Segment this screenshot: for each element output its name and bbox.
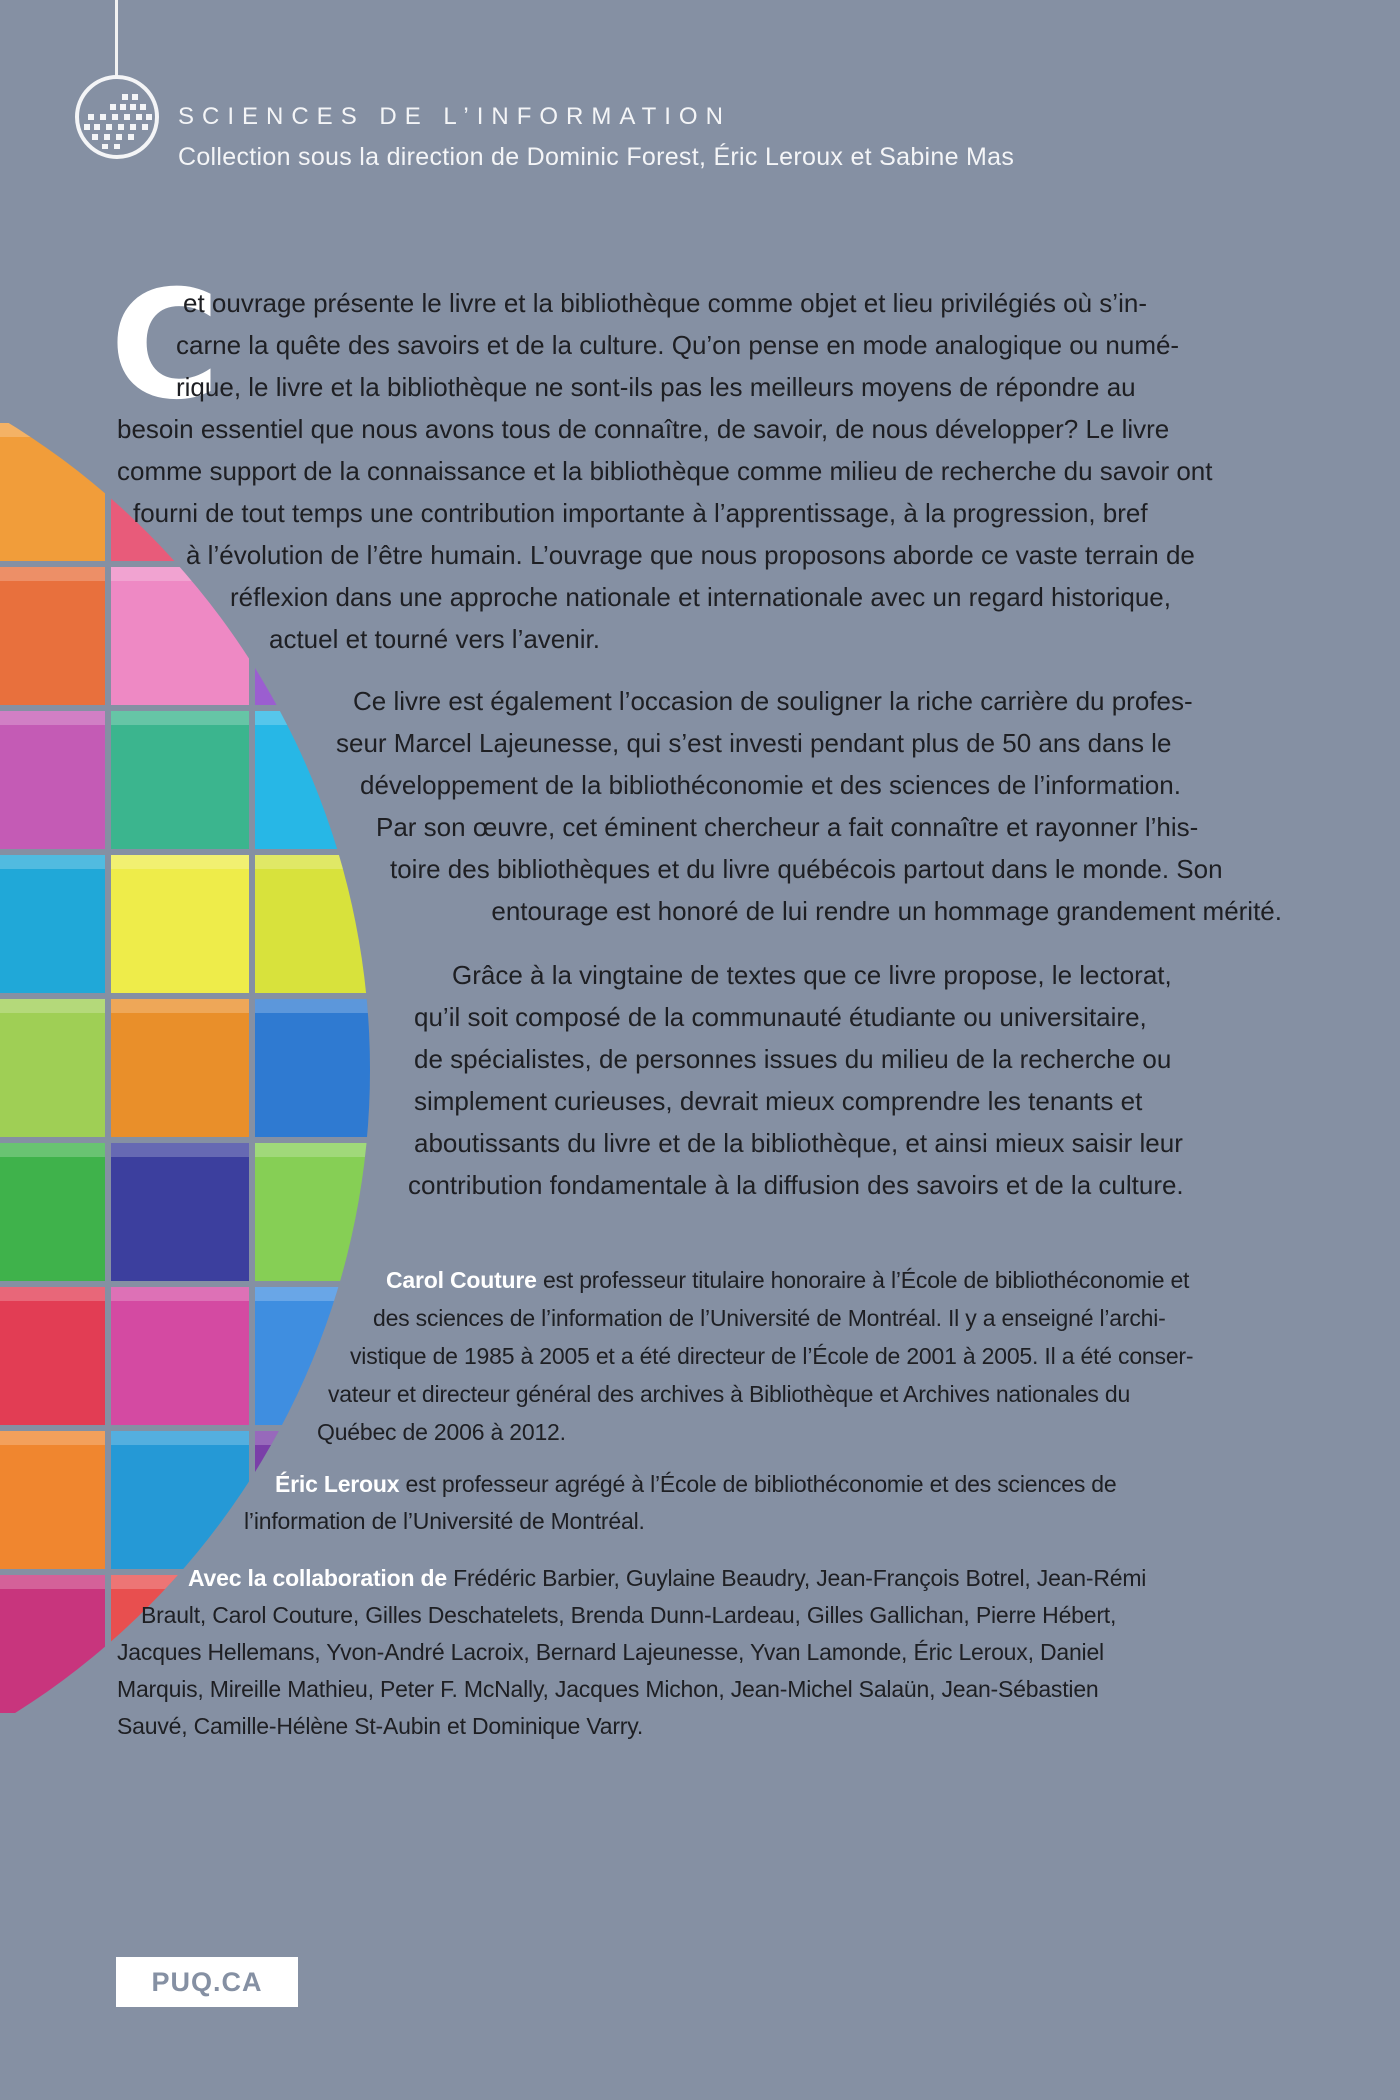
mosaic-cube bbox=[255, 1143, 393, 1281]
series-logo-icon bbox=[74, 74, 160, 160]
bio-couture-line: Carol Couture est professeur titulaire honoraire à l’École de bibliothéconomie et bbox=[386, 1267, 1190, 1293]
intro-line: comme support de la connaissance et la bibliothèque comme milieu de recherche du savoir ont bbox=[117, 456, 1213, 486]
collab-line: Avec la collaboration de Frédéric Barbier, Guylaine Beaudry, Jean-François Botrel, Jean-Rémi bbox=[188, 1565, 1147, 1591]
bio-leroux-line: Éric Leroux est professeur agrégé à l’École de bibliothéconomie et des sciences de bbox=[275, 1471, 1117, 1497]
collab-line: Marquis, Mireille Mathieu, Peter F. McNally, Jacques Michon, Jean-Michel Salaün, Jean-Sébastien bbox=[117, 1676, 1099, 1702]
author-name-leroux: Éric Leroux bbox=[275, 1471, 400, 1497]
paragraph3-line: de spécialistes, de personnes issues du milieu de la recherche ou bbox=[414, 1044, 1172, 1074]
intro-line: à l’évolution de l’être humain. L’ouvrage que nous proposons aborde ce vaste terrain de bbox=[186, 540, 1195, 570]
mosaic-cube bbox=[255, 855, 393, 993]
intro-line: rique, le livre et la bibliothèque ne sont-ils pas les meilleurs moyens de répondre au bbox=[176, 372, 1136, 402]
mosaic-cube bbox=[111, 711, 249, 849]
bio-couture-line: des sciences de l’information de l’Université de Montréal. Il y a enseigné l’archi- bbox=[373, 1305, 1166, 1331]
paragraph3-line: qu’il soit composé de la communauté étudiante ou universitaire, bbox=[414, 1002, 1147, 1032]
series-subtitle: Collection sous la direction de Dominic Forest, Éric Leroux et Sabine Mas bbox=[178, 143, 1015, 171]
paragraph3-line: Grâce à la vingtaine de textes que ce livre propose, le lectorat, bbox=[452, 960, 1172, 990]
mosaic-cube-highlight bbox=[0, 999, 105, 1013]
mosaic-cube bbox=[0, 999, 105, 1137]
paragraph2-line: Ce livre est également l’occasion de souligner la riche carrière du profes- bbox=[353, 686, 1193, 716]
collab-label: Avec la collaboration de bbox=[188, 1565, 447, 1591]
bio-couture-line: Québec de 2006 à 2012. bbox=[317, 1419, 566, 1445]
bio-couture-line: vistique de 1985 à 2005 et a été directeur de l’École de 2001 à 2005. Il a été conser- bbox=[350, 1343, 1194, 1369]
hanging-line bbox=[115, 0, 118, 76]
mosaic-cube-highlight bbox=[255, 1143, 393, 1157]
mosaic-cube-highlight bbox=[0, 1143, 105, 1157]
mosaic-cube bbox=[111, 1287, 249, 1425]
mosaic-cube bbox=[0, 855, 105, 993]
mosaic-cube-highlight bbox=[0, 1431, 105, 1445]
intro-line: actuel et tourné vers l’avenir. bbox=[269, 624, 600, 654]
mosaic-cube bbox=[111, 567, 249, 705]
mosaic-cube-highlight bbox=[0, 1575, 105, 1589]
collab-line: Jacques Hellemans, Yvon-André Lacroix, Bernard Lajeunesse, Yvan Lamonde, Éric Leroux, Daniel bbox=[117, 1639, 1104, 1665]
intro-line: réflexion dans une approche nationale et internationale avec un regard historique, bbox=[230, 582, 1171, 612]
paragraph3-line: aboutissants du livre et de la bibliothèque, et ainsi mieux saisir leur bbox=[414, 1128, 1183, 1158]
paragraph2-line: développement de la bibliothéconomie et des sciences de l’information. bbox=[360, 770, 1181, 800]
mosaic-cube-highlight bbox=[111, 711, 249, 725]
bio-leroux-line: l’information de l’Université de Montréal. bbox=[244, 1508, 645, 1534]
intro-line: fourni de tout temps une contribution importante à l’apprentissage, à la progression, bref bbox=[133, 498, 1148, 528]
mosaic-cube-highlight bbox=[0, 1287, 105, 1301]
mosaic-cube bbox=[111, 999, 249, 1137]
mosaic-cube-highlight bbox=[255, 1287, 393, 1301]
mosaic-cube bbox=[0, 423, 105, 561]
mosaic-cube bbox=[111, 855, 249, 993]
bio-couture-line: vateur et directeur général des archives à Bibliothèque et Archives nationales du bbox=[328, 1381, 1131, 1407]
publisher-link[interactable]: PUQ.CA bbox=[151, 1966, 263, 1997]
mosaic-cube bbox=[0, 1287, 105, 1425]
mosaic-cube bbox=[111, 1431, 249, 1569]
collab-line: Sauvé, Camille-Hélène St-Aubin et Dominique Varry. bbox=[117, 1713, 644, 1739]
series-title: SCIENCES DE L’INFORMATION bbox=[178, 103, 731, 130]
paragraph2-line: toire des bibliothèques et du livre québécois partout dans le monde. Son bbox=[390, 854, 1223, 884]
paragraph2-line: Par son œuvre, cet éminent chercheur a fait connaître et rayonner l’his- bbox=[376, 812, 1199, 842]
mosaic-cube-highlight bbox=[255, 855, 393, 869]
mosaic-cube-highlight bbox=[0, 567, 105, 581]
intro-line: et ouvrage présente le livre et la bibliothèque comme objet et lieu privilégiés où s’in- bbox=[183, 288, 1147, 318]
mosaic-cube bbox=[0, 1143, 105, 1281]
mosaic-cube-highlight bbox=[0, 423, 105, 437]
mosaic-cube bbox=[0, 567, 105, 705]
mosaic-cube-highlight bbox=[255, 999, 393, 1013]
mosaic-cube-highlight bbox=[111, 1143, 249, 1157]
paragraph3-line: simplement curieuses, devrait mieux comprendre les tenants et bbox=[414, 1086, 1143, 1116]
mosaic-cube-highlight bbox=[111, 1287, 249, 1301]
mosaic-cube-highlight bbox=[111, 999, 249, 1013]
mosaic-cube-highlight bbox=[0, 711, 105, 725]
series-header bbox=[178, 102, 1328, 172]
author-name-couture: Carol Couture bbox=[386, 1267, 537, 1293]
collab-line: Brault, Carol Couture, Gilles Deschatelets, Brenda Dunn-Lardeau, Gilles Gallichan, Pierre Hébert, bbox=[141, 1602, 1117, 1628]
mosaic-cube bbox=[0, 711, 105, 849]
mosaic-cube-highlight bbox=[0, 855, 105, 869]
intro-line: besoin essentiel que nous avons tous de connaître, de savoir, de nous développer? Le livre bbox=[117, 414, 1170, 444]
paragraph2-line: seur Marcel Lajeunesse, qui s’est investi pendant plus de 50 ans dans le bbox=[336, 728, 1172, 758]
mosaic-cube-highlight bbox=[111, 855, 249, 869]
paragraph2-line: entourage est honoré de lui rendre un hommage grandement mérité. bbox=[491, 896, 1282, 926]
drop-cap: C bbox=[110, 259, 221, 433]
mosaic-cube bbox=[0, 1431, 105, 1569]
mosaic-cube bbox=[255, 999, 393, 1137]
intro-line: carne la quête des savoirs et de la culture. Qu’on pense en mode analogique ou numé- bbox=[176, 330, 1180, 360]
paragraph3-line: contribution fondamentale à la diffusion des savoirs et de la culture. bbox=[408, 1170, 1184, 1200]
mosaic-cube-highlight bbox=[111, 1431, 249, 1445]
mosaic-cube bbox=[0, 1575, 105, 1713]
mosaic-cube bbox=[111, 1143, 249, 1281]
publisher-badge[interactable] bbox=[116, 1957, 298, 2007]
